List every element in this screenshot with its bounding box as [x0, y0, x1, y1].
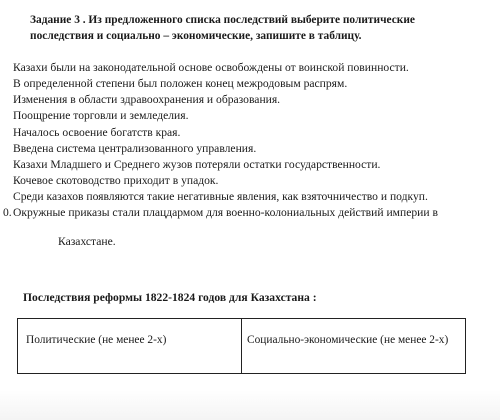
political-column-header: Политические (не менее 2-х): [18, 319, 242, 373]
item-text: В определенной степени был положен конец межродовым распрям.: [13, 77, 348, 90]
list-item-continuation: Казахстане.: [58, 235, 116, 248]
item-text: Изменения в области здравоохранения и образования.: [13, 93, 281, 106]
item-text: Кочевое скотоводство приходит в упадок.: [13, 174, 219, 187]
list-item: [3, 205, 493, 220]
page-bottom-shade: [0, 390, 500, 420]
item-text: Поощрение торговли и земледелия.: [13, 109, 189, 122]
item-text: Началось освоение богатств края.: [13, 126, 181, 139]
list-item: [13, 92, 493, 107]
list-item: [13, 141, 493, 156]
list-item: [13, 60, 493, 75]
task-title: Задание 3 . Из предложенного списка последствий выберите политические последствия и социально – экономические, запишите в таблицу.: [30, 14, 415, 42]
list-item: [13, 76, 493, 91]
item-text: Казахи Младшего и Среднего жузов потеряли остатки государственности.: [13, 158, 381, 171]
answer-table: [17, 318, 466, 374]
item-number: 0.: [3, 206, 12, 219]
item-text: Среди казахов появляются такие негативные явления, как взяточничество и подкуп.: [13, 190, 428, 203]
item-text: Введена система централизованного управления.: [13, 142, 257, 155]
item-text: Окружные приказы стали плацдармом для военно-колониальных действий империи в: [13, 206, 438, 219]
reform-heading: Последствия реформы 1822-1824 годов для Казахстана :: [23, 291, 317, 304]
list-item: [13, 108, 493, 123]
list-item: [13, 157, 493, 172]
list-item: [13, 125, 493, 140]
item-text: Казахи были на законодательной основе освобождены от воинской повинности.: [13, 61, 409, 74]
socioeconomic-column-header: Социально-экономические (не менее 2-х): [247, 334, 449, 346]
list-item: [13, 189, 493, 204]
list-item: [13, 173, 493, 188]
